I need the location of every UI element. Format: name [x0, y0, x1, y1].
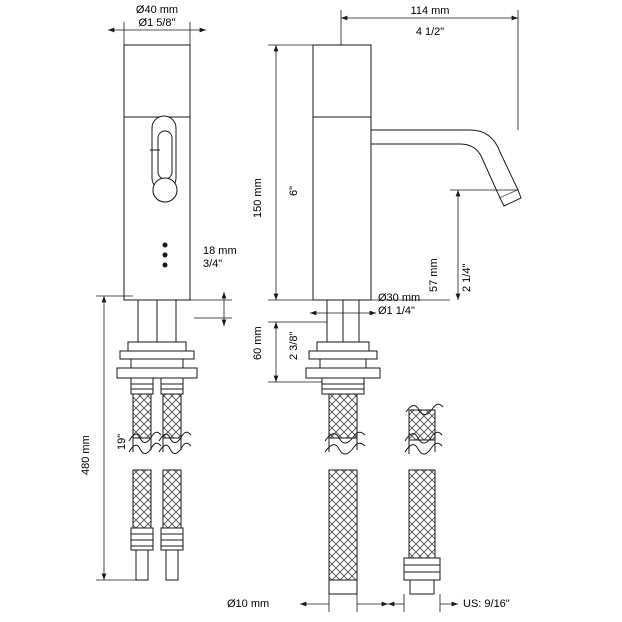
dim-spout-height-in: 2 1/4" — [461, 263, 473, 292]
dim-shank-length-in: 2 3/8" — [288, 331, 300, 360]
dim-hose-thread-us: US: 9/16" — [463, 598, 510, 610]
dim-shank-length-mm: 60 mm — [252, 326, 264, 360]
dim-reach-in: 4 1/2" — [415, 26, 445, 38]
dim-reach-mm: 114 mm — [410, 5, 450, 17]
dim-deck-thickness-in: 3/4" — [203, 258, 223, 270]
dim-hose-length-mm: 480 mm — [80, 435, 92, 475]
dim-hose-diameter-mm: Ø10 mm — [227, 598, 270, 610]
dim-shank-diameter-mm: Ø30 mm — [378, 292, 421, 304]
dim-deck-thickness-mm: 18 mm — [203, 245, 237, 257]
dim-hose-length-in: 19" — [116, 433, 128, 450]
front-view — [117, 45, 197, 580]
dim-height-in: 6" — [288, 185, 300, 196]
dim-spout-height-mm: 57 mm — [428, 258, 440, 292]
dim-shank-diameter-in: Ø1 1/4" — [378, 305, 415, 317]
hose-detail-view — [404, 404, 443, 594]
dim-height-mm: 150 mm — [252, 178, 264, 218]
dim-top-diameter-mm: Ø40 mm — [135, 4, 179, 16]
dim-top-diameter-in: Ø1 5/8" — [138, 17, 176, 29]
